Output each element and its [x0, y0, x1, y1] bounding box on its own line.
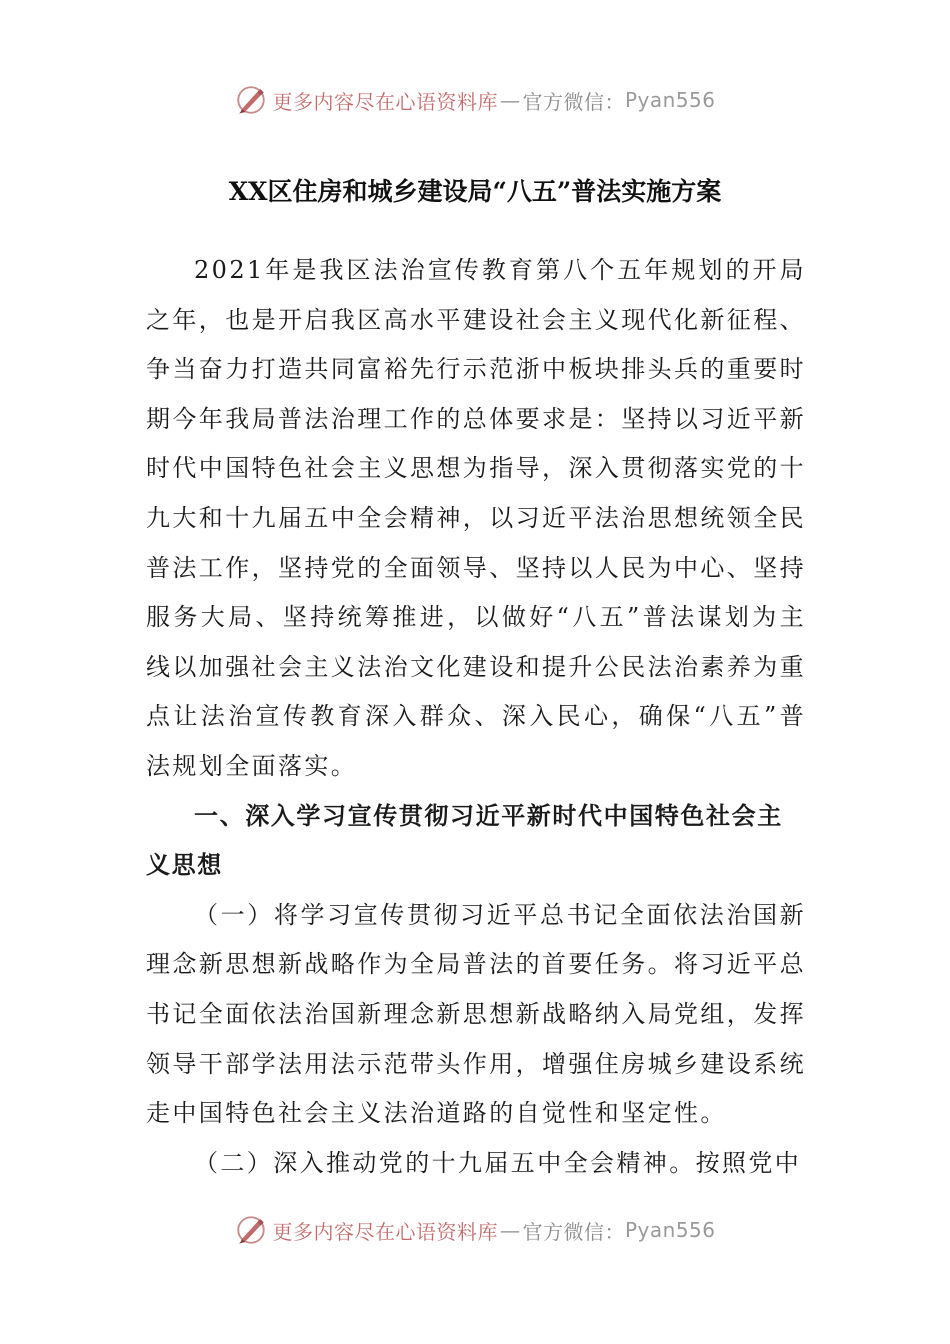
watermark-brand: 更多内容尽在心语资料库: [272, 89, 498, 114]
watermark-separator: —: [499, 1218, 521, 1242]
watermark-header: [0, 78, 950, 122]
document-title: XX区住房和城乡建设局“八五”普法实施方案: [228, 177, 722, 206]
watermark-separator: —: [499, 88, 521, 112]
watermark-wechat-label: 官方微信：: [522, 89, 625, 114]
document-body: [146, 246, 806, 1188]
item-paragraph-1: （一）将学习宣传贯彻习近平总书记全面依法治国新理念新思想新战略作为全局普法的首要任务。将习近平总书记全面依法治国新理念新思想新战略纳入局党组，发挥领导干部学法用法示范带头作用，增强住房城乡建设系统走中国特色社会主义法治道路的自觉性和坚定性。: [146, 900, 806, 1128]
watermark-wechat-id: Pyan556: [624, 1218, 716, 1242]
pen-logo-icon: [234, 1213, 268, 1247]
watermark-wechat-id: Pyan556: [624, 88, 716, 112]
item-paragraph-2: （二）深入推动党的十九届五中全会精神。按照党中: [194, 1148, 802, 1177]
watermark-brand: 更多内容尽在心语资料库: [272, 1219, 498, 1244]
section-heading-1: 一、深入学习宣传贯彻习近平新时代中国特色社会主义思想: [146, 801, 783, 880]
pen-logo-icon: [234, 83, 268, 117]
intro-paragraph: 2021年是我区法治宣传教育第八个五年规划的开局之年，也是开启我区高水平建设社会主义现代化新征程、争当奋力打造共同富裕先行示范浙中板块排头兵的重要时期今年我局普法治理工作的总体要求是：坚持以习近平新时代中国特色社会主义思想为指导，深入贯彻落实党的十九大和十九届五中全会精神，以习近平法治思想统领全民普法工作，坚持党的全面领导、坚持以人民为中心、坚持服务大局、坚持统筹推进，以做好“八五”普法谋划为主线以加强社会主义法治文化建设和提升公民法治素养为重点让法治宣传教育深入群众、深入民心，确保“八五”普法规划全面落实。: [146, 256, 806, 780]
watermark-footer: [0, 1208, 950, 1252]
watermark-wechat-label: 官方微信：: [522, 1219, 625, 1244]
